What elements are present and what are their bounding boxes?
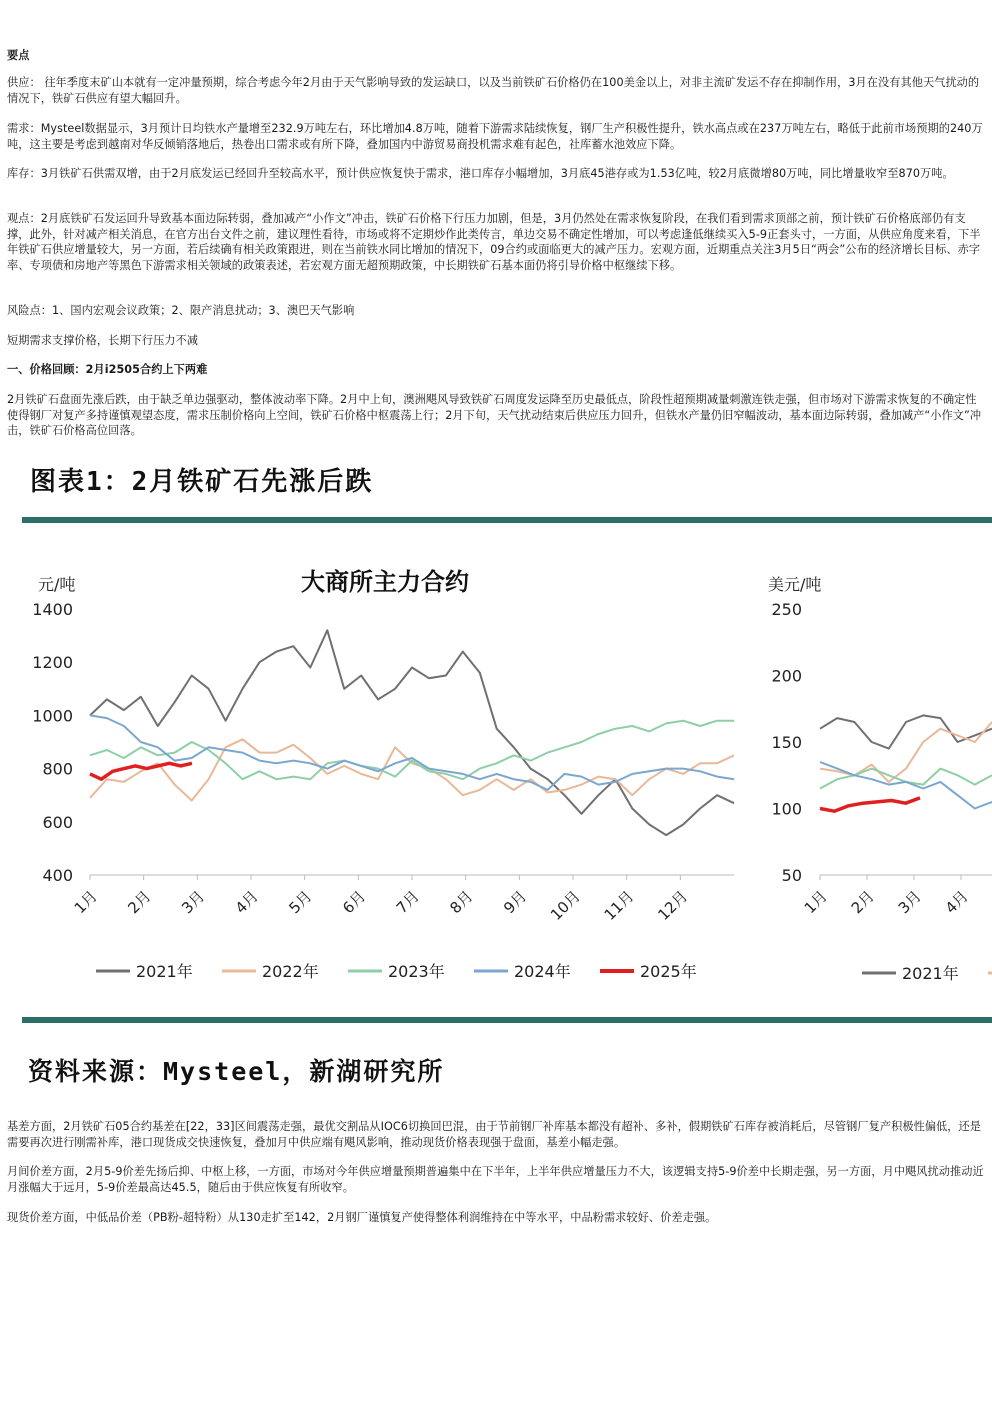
x-tick-label: 2月 bbox=[847, 887, 878, 918]
legend-label: 2025年 bbox=[640, 962, 697, 981]
y-tick-label: 100 bbox=[771, 799, 802, 819]
paragraph-risk: 风险点：1、国内宏观会议政策；2、限产消息扰动；3、澳巴天气影响 bbox=[7, 304, 355, 317]
chart-usd-price bbox=[768, 575, 992, 983]
legend-label: 2021年 bbox=[902, 964, 959, 983]
series-line bbox=[820, 798, 920, 811]
y-axis-unit: 元/吨 bbox=[38, 575, 76, 594]
paragraph-view: 观点：2月底铁矿石发运回升导致基本面边际转弱，叠加减产“小作文”冲击，铁矿石价格下行压力加剧，但是，3月仍然处在需求恢复阶段，在我们看到需求顶部之前，预计铁矿石价格底部仍有支撑，此外，针对减产相关消息，在官方出台文件之前，建议理性看待，市场或将不定期炒作此类传言，单边交易不确定性增加，可以考虑逢低继续买入5-9正套头寸，一方面，从供应角度来看，下半年铁矿石供应增量较大，另一方面，若后续确有相关政策跟进，则在当前铁水同比增加的情况下，09合约或面临更大的减产压力。宏观方面，近期重点关注3月5日“两会”公布的经济增长目标、赤字率、专项债和房地产等黑色下游需求相关领域的政策表述，若宏观方面无超预期政策，中长期铁矿石基本面仍将引导价格中枢继续下移。 bbox=[7, 212, 981, 272]
series-line bbox=[820, 715, 992, 748]
x-tick-label: 6月 bbox=[339, 887, 370, 918]
x-tick-label: 1月 bbox=[800, 887, 831, 918]
legend-label: 2022年 bbox=[262, 962, 319, 981]
figure-bottom-rule bbox=[22, 1017, 992, 1023]
y-tick-label: 1400 bbox=[32, 600, 73, 619]
paragraph-month-spread: 月间价差方面，2月5-9价差先扬后抑、中枢上移，一方面，市场对今年供应增量预期普遍集中在下半年，上半年供应增量压力不大，该逻辑支持5-9价差中长期走强，另一方面，月中飓风扰动推动近月涨幅大于远月，5-9价差最高达45.5，随后由于供应恢复有所收窄。 bbox=[7, 1165, 984, 1194]
paragraph-demand: 需求：Mysteel数据显示，3月预计日均铁水产量增至232.9万吨左右，环比增加4.8万吨，随着下游需求陆续恢复，钢厂生产积极性提升，铁水高点或在237万吨左右，略低于此前市场预期的240万吨，这主要是考虑到越南对华反倾销落地后，热卷出口需求或有所下降，叠加国内中游贸易商投机需求难有起色，社库蓄水池效应下降。 bbox=[7, 122, 983, 151]
x-tick-label: 5月 bbox=[285, 887, 316, 918]
x-tick-label: 8月 bbox=[446, 887, 477, 918]
figure-title: 图表1：2月铁矿石先涨后跌 bbox=[30, 467, 374, 497]
x-tick-label: 1月 bbox=[70, 887, 101, 918]
y-tick-label: 150 bbox=[771, 733, 802, 752]
y-tick-label: 50 bbox=[781, 866, 802, 885]
paragraph-inventory: 库存：3月铁矿石供需双增，由于2月底发运已经回升至较高水平，预计供应恢复快于需求，港口库存小幅增加，3月底45港存或为1.53亿吨，较2月底微增80万吨，同比增量收窄至870万吨。 bbox=[7, 167, 954, 180]
chart-dce-main-contract bbox=[32, 568, 734, 981]
y-axis-unit: 美元/吨 bbox=[768, 575, 822, 594]
series-line bbox=[90, 739, 734, 800]
paragraph-short-term: 短期需求支撑价格，长期下行压力不减 bbox=[7, 334, 199, 347]
x-tick-label: 9月 bbox=[500, 887, 531, 918]
x-tick-label: 2月 bbox=[124, 887, 155, 918]
y-tick-label: 1000 bbox=[32, 706, 73, 726]
series-line bbox=[90, 630, 734, 835]
figure-top-rule bbox=[22, 517, 992, 523]
y-tick-label: 200 bbox=[771, 666, 802, 686]
paragraph-spot-spread: 现货价差方面，中低品价差（PB粉-超特粉）从130走扩至142，2月钢厂谨慎复产使得整体利润维持在中等水平，中品粉需求较好、价差走强。 bbox=[7, 1211, 717, 1224]
legend-label: 2021年 bbox=[136, 962, 193, 981]
paragraph-price-review: 2月铁矿石盘面先涨后跌，由于缺乏单边强驱动，整体波动率下降。2月中上旬，澳洲飓风导致铁矿石周度发运降至历史最低点，阶段性超预期减量刺激连铁走强，但市场对下游需求恢复的不确定性使得钢厂对复产多持谨慎观望态度，需求压制价格向上空间，铁矿石价格中枢震荡上行；2月下旬，天气扰动结束后供应压力回升，但铁水产量仍旧窄幅波动，基本面边际转弱，叠加减产“小作文”冲击，铁矿石价格高位回落。 bbox=[7, 393, 982, 438]
paragraph-supply: 供应： 往年季度末矿山本就有一定冲量预期，综合考虑今年2月由于天气影响导致的发运缺口，以及当前铁矿石价格仍在100美金以上，对非主流矿发运不存在抑制作用，3月在没有其他天气扰动的情况下，铁矿石供应有望大幅回升。 bbox=[7, 76, 980, 105]
x-tick-label: 3月 bbox=[178, 887, 209, 918]
x-tick-label: 4月 bbox=[231, 887, 262, 918]
x-tick-label: 12月 bbox=[654, 887, 692, 924]
y-tick-label: 250 bbox=[771, 600, 802, 619]
x-tick-label: 7月 bbox=[392, 887, 423, 918]
x-tick-label: 11月 bbox=[600, 887, 638, 924]
legend-label: 2024年 bbox=[514, 962, 571, 981]
figure-charts bbox=[0, 526, 992, 1016]
x-tick-label: 3月 bbox=[894, 887, 925, 918]
section-heading: 要点 bbox=[7, 49, 30, 62]
y-tick-label: 800 bbox=[42, 759, 73, 779]
series-line bbox=[90, 721, 734, 780]
chart-title: 大商所主力合约 bbox=[301, 568, 469, 596]
y-tick-label: 600 bbox=[42, 812, 73, 832]
x-tick-label: 10月 bbox=[546, 887, 584, 924]
legend-label: 2023年 bbox=[388, 962, 445, 981]
section1-title: 一、价格回顾：2月i2505合约上下两难 bbox=[7, 363, 208, 376]
y-tick-label: 400 bbox=[42, 866, 73, 885]
y-tick-label: 1200 bbox=[32, 653, 73, 673]
paragraph-basis: 基差方面，2月铁矿石05合约基差在[22，33]区间震荡走强，最优交割品从IOC6切换回巴混，由于节前钢厂补库基本都没有超补、多补，假期铁矿石库存被消耗后，尽管钢厂复产积极性偏低，还是需要再次进行刚需补库，港口现货成交快速恢复，叠加月中供应端有飓风影响，推动现货价格表现强于盘面，基差小幅走强。 bbox=[7, 1120, 982, 1149]
x-tick-label: 4月 bbox=[941, 887, 972, 918]
figure-source: 资料来源：Mysteel，新湖研究所 bbox=[28, 1057, 445, 1086]
